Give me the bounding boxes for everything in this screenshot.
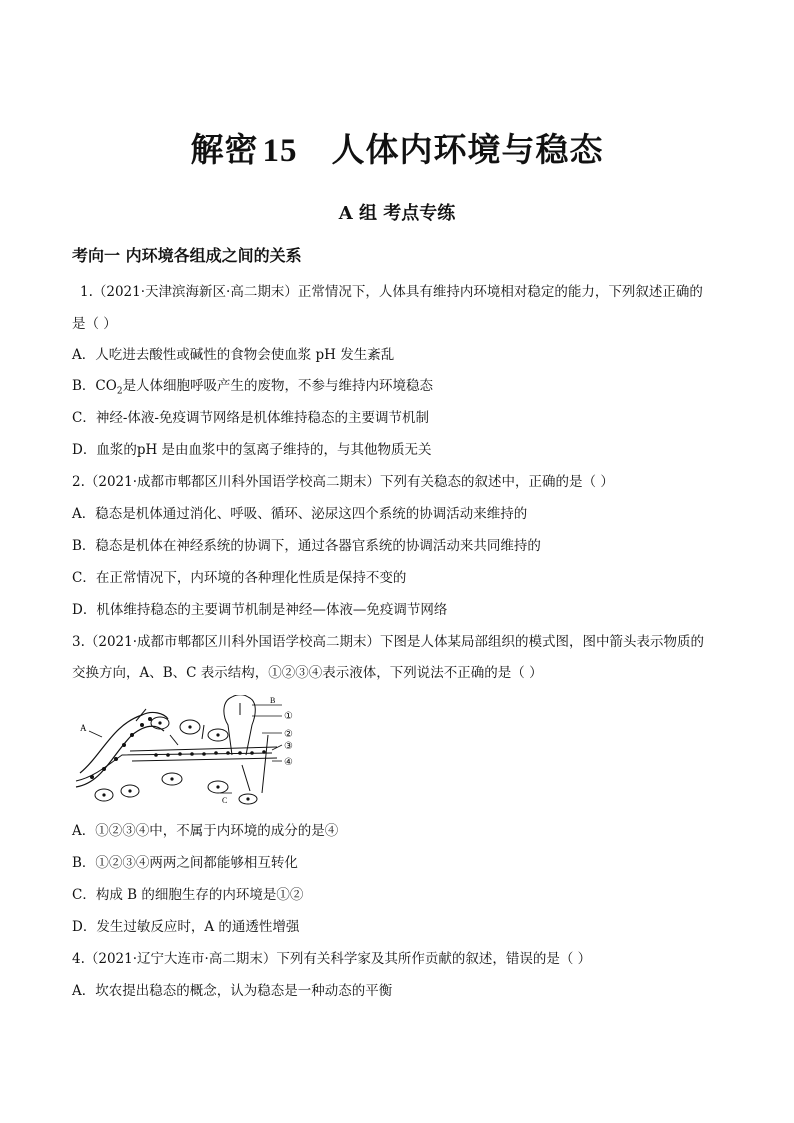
- title-number: 15: [262, 133, 298, 169]
- lymph-upper-wall: [130, 747, 277, 751]
- page-title: [0, 124, 794, 171]
- q2-option-c: C．在正常情况下，内环境的各种理化性质是保持不变的: [72, 570, 407, 586]
- q2-stem: 2.（2021·成都市郫都区川科外国语学校高二期末）下列有关稳态的叙述中，正确的是（ ）: [72, 474, 614, 490]
- q1-option-b-sub: 2: [116, 386, 123, 397]
- title-prefix: 解密: [190, 130, 259, 169]
- group-title: A 组 考点专练: [338, 203, 456, 224]
- label-2: ②: [284, 729, 293, 740]
- q1-option-d: D．血浆的pH 是由血浆中的氢离子维持的，与其他物质无关: [72, 442, 432, 458]
- label-4: ④: [284, 757, 293, 768]
- label-1: ①: [284, 711, 293, 722]
- q1-option-b: [72, 377, 433, 401]
- lymph-lower-wall: [132, 758, 277, 761]
- q3-stem-line2: 交换方向，A、B、C 表示结构，①②③④表示液体，下列说法不正确的是（ ）: [72, 665, 543, 681]
- q4-stem: 4.（2021·辽宁大连市·高二期末）下列有关科学家及其所作贡献的叙述，错误的是（ ）: [72, 951, 592, 967]
- label-c: C: [222, 796, 228, 805]
- q3-option-d: D．发生过敏反应时，A 的通透性增强: [72, 919, 300, 935]
- q2-option-a: A．稳态是机体通过消化、呼吸、循环、泌尿这四个系统的协调活动来维持的: [72, 506, 528, 522]
- label-b: B: [270, 696, 276, 705]
- label-a: A: [80, 723, 87, 733]
- q3-option-a: A．①②③④中，不属于内环境的成分的是④: [72, 823, 339, 839]
- title-main: 人体内环境与稳态: [331, 130, 604, 169]
- q1-stem-line2: 是（ ）: [72, 316, 117, 332]
- label-3: ③: [284, 741, 293, 752]
- capillary-a-upper-wall: [80, 712, 168, 773]
- q1-stem-line1: 1.（2021·天津滨海新区·高二期末）正常情况下，人体具有维持内环境相对稳定的能力，下列叙述正确的: [80, 284, 703, 300]
- q2-option-b: B．稳态是机体在神经系统的协调下，通过各器官系统的协调活动来共同维持的: [72, 538, 541, 554]
- q3-stem-line1: 3.（2021·成都市郫都区川科外国语学校高二期末）下图是人体某局部组织的模式图，图中箭头表示物质的: [72, 634, 705, 650]
- q3-option-c: C．构成 B 的细胞生存的内环境是①②: [72, 887, 304, 903]
- section-title: 考向一 内环境各组成之间的关系: [72, 246, 302, 265]
- q1-option-c: C．神经-体液-免疫调节网络是机体维持稳态的主要调节机制: [72, 410, 429, 426]
- q1-option-b-post: 是人体细胞呼吸产生的废物，不参与维持内环境稳态: [122, 378, 434, 394]
- tissue-diagram: [72, 695, 312, 805]
- q4-option-a: A．坎农提出稳态的概念，认为稳态是一种动态的平衡: [72, 983, 393, 999]
- q3-option-b: B．①②③④两两之间都能够相互转化: [72, 855, 298, 871]
- q1-option-a: A．人吃进去酸性或碱性的食物会使血浆 pH 发生紊乱: [72, 347, 395, 363]
- q2-option-d: D．机体维持稳态的主要调节机制是神经—体液—免疫调节网络: [72, 602, 448, 618]
- q1-option-b-pre: B．CO: [72, 378, 117, 394]
